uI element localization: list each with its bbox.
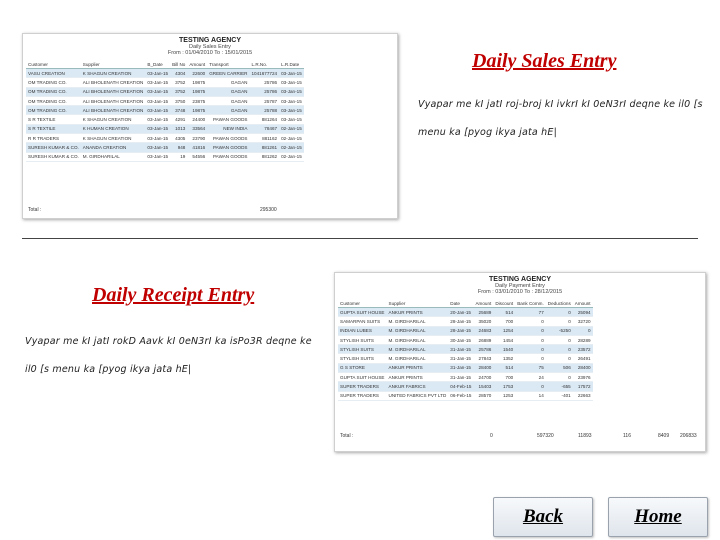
table-cell: 700 bbox=[493, 317, 515, 326]
table-cell: 03-Jan-15 bbox=[145, 78, 170, 87]
table-cell: 881264 bbox=[250, 115, 280, 124]
table-cell: STYLISH SUITS bbox=[338, 354, 387, 363]
table-cell: 41816 bbox=[187, 143, 207, 152]
table-cell: 4291 bbox=[170, 115, 187, 124]
sales-column-header: Amount bbox=[189, 61, 206, 67]
table-cell: SURESH KUMAR & CO. bbox=[26, 143, 81, 152]
sales-description-line-2: menu ka [pyog ikya jata hE| bbox=[418, 127, 557, 138]
table-row bbox=[26, 96, 304, 105]
table-cell: 881262 bbox=[250, 152, 280, 161]
table-cell: 03-Jan-15 bbox=[279, 87, 304, 96]
table-cell: GAGAN bbox=[207, 106, 249, 115]
table-cell: 24 bbox=[515, 373, 546, 382]
table-cell: 32720 bbox=[573, 317, 593, 326]
table-cell: 3752 bbox=[170, 78, 187, 87]
receipt-description-line-2: il0 [s menu ka [pyog ikya jata hE| bbox=[25, 364, 192, 375]
table-cell: PAWAN GOODS bbox=[207, 134, 249, 143]
table-cell: 19 bbox=[170, 152, 187, 161]
table-row bbox=[26, 134, 304, 143]
table-cell: 19875 bbox=[187, 87, 207, 96]
table-cell: 23976 bbox=[573, 373, 593, 382]
table-row bbox=[338, 317, 593, 326]
table-cell: 14 bbox=[515, 391, 546, 400]
table-cell: 25786 bbox=[250, 78, 280, 87]
payment-report-company: TESTING AGENCY bbox=[489, 276, 551, 283]
table-cell: 1253 bbox=[493, 391, 515, 400]
payment-column-header: Amount bbox=[574, 300, 591, 306]
table-cell: GAGAN bbox=[207, 87, 249, 96]
sales-total-value: 295300 bbox=[260, 207, 277, 213]
sales-column-header: L.R.No. bbox=[250, 60, 280, 69]
payment-total-value: 11893 bbox=[578, 433, 592, 439]
table-cell: M. GIRDHARILAL bbox=[387, 317, 449, 326]
table-cell: 26491 bbox=[573, 354, 593, 363]
table-row bbox=[338, 382, 593, 391]
sales-column-header: B_Date bbox=[145, 60, 170, 69]
table-cell: 03-Jan-15 bbox=[145, 152, 170, 161]
table-row bbox=[26, 143, 304, 152]
table-cell: 35020 bbox=[473, 317, 493, 326]
table-cell: 25094 bbox=[573, 308, 593, 317]
table-cell: 25786 bbox=[473, 345, 493, 354]
table-cell: 17572 bbox=[573, 382, 593, 391]
table-cell: SAMARPAN SUITS bbox=[338, 317, 387, 326]
table-cell: K HUMAN CREATION bbox=[81, 124, 146, 133]
table-cell: 02-Jan-15 bbox=[279, 152, 304, 161]
table-cell: M. GIRDHARILAL bbox=[387, 326, 449, 335]
sales-column-header: Transport bbox=[207, 60, 249, 69]
table-cell: 03-Jan-15 bbox=[145, 106, 170, 115]
table-cell: 19875 bbox=[187, 106, 207, 115]
sales-column-header: Supplier bbox=[81, 60, 146, 69]
table-cell: ALI BHOLENATH CREATION bbox=[81, 106, 146, 115]
table-cell: 0 bbox=[515, 335, 546, 344]
payment-total-label: Total : bbox=[340, 433, 354, 439]
payment-total-value: 0 bbox=[490, 433, 493, 439]
table-cell: 24700 bbox=[473, 373, 493, 382]
table-cell: M. GIRDHARILAL bbox=[81, 152, 146, 161]
back-button[interactable] bbox=[493, 497, 593, 537]
table-cell: 03-Jan-15 bbox=[145, 87, 170, 96]
table-cell: OM TRADING CO. bbox=[26, 87, 81, 96]
table-cell: UNITED FABRICS PVT LTD bbox=[387, 391, 449, 400]
sales-header-row bbox=[26, 60, 304, 69]
sales-total-label: Total : bbox=[28, 207, 42, 213]
table-cell: ANANDA CREATION bbox=[81, 143, 146, 152]
table-cell: 28400 bbox=[573, 363, 593, 372]
payment-column-header: Discount bbox=[495, 300, 514, 306]
table-cell: INDIAN LUBES bbox=[338, 326, 387, 335]
table-row bbox=[26, 78, 304, 87]
receipt-heading: Daily Receipt Entry bbox=[92, 284, 255, 306]
table-cell: 0 bbox=[546, 317, 573, 326]
table-cell: STYLISH SUITS bbox=[338, 335, 387, 344]
table-cell: OM TRADING CO. bbox=[26, 78, 81, 87]
table-cell: 27843 bbox=[473, 354, 493, 363]
table-row bbox=[338, 308, 593, 317]
table-cell: PAWAN GOODS bbox=[207, 115, 249, 124]
receipt-description-line-1: Vyapar me kI jatI rokD Aavk kI 0eN3rI ka isPo3R deqne ke bbox=[25, 336, 312, 347]
table-cell: 54556 bbox=[187, 152, 207, 161]
table-cell: GUPTA SUIT HOUSE bbox=[338, 373, 387, 382]
table-cell: 881162 bbox=[250, 134, 280, 143]
table-row bbox=[338, 363, 593, 372]
table-cell: 0 bbox=[546, 335, 573, 344]
payment-report-range: From : 03/01/2010 To : 28/12/2015 bbox=[477, 289, 563, 295]
table-cell: 22663 bbox=[573, 391, 593, 400]
table-cell: 26889 bbox=[473, 335, 493, 344]
table-cell: -655 bbox=[546, 382, 573, 391]
table-cell: -401 bbox=[546, 391, 573, 400]
sales-column-header: L.R.Date bbox=[279, 60, 304, 69]
table-cell: 0 bbox=[546, 354, 573, 363]
table-cell: 1013 bbox=[170, 124, 187, 133]
table-row bbox=[338, 354, 593, 363]
table-row bbox=[26, 87, 304, 96]
table-cell: 1352 bbox=[493, 354, 515, 363]
table-cell: 23875 bbox=[187, 96, 207, 105]
table-cell: 23790 bbox=[187, 134, 207, 143]
table-cell: 78467 bbox=[250, 124, 280, 133]
table-cell: 0 bbox=[515, 354, 546, 363]
table-cell: GREEN CARRIER bbox=[207, 69, 249, 78]
sales-report-company: TESTING AGENCY bbox=[179, 37, 241, 44]
table-cell: 75 bbox=[515, 363, 546, 372]
payment-total-value: 116 bbox=[623, 433, 631, 439]
table-cell: 28289 bbox=[573, 335, 593, 344]
table-cell: ANKUR PRINTS bbox=[387, 373, 449, 382]
table-cell: 06-Feb-15 bbox=[448, 391, 473, 400]
table-cell: 0 bbox=[515, 382, 546, 391]
payment-column-header: Customer bbox=[338, 299, 387, 308]
table-cell: 03-Jan-15 bbox=[145, 69, 170, 78]
table-cell: 4305 bbox=[170, 134, 187, 143]
table-cell: GAGAN bbox=[207, 78, 249, 87]
table-cell: 4304 bbox=[170, 69, 187, 78]
table-cell: 19875 bbox=[187, 78, 207, 87]
table-cell: 02-Jan-15 bbox=[279, 143, 304, 152]
table-cell: PAWAN GOODS bbox=[207, 152, 249, 161]
table-cell: 03-Jan-15 bbox=[279, 78, 304, 87]
table-cell: K SHAGUN CREATION bbox=[81, 115, 146, 124]
payment-column-header: Supplier bbox=[387, 299, 449, 308]
payment-header-row bbox=[338, 299, 593, 308]
table-cell: 25689 bbox=[473, 308, 493, 317]
table-cell: 03-Jan-15 bbox=[145, 143, 170, 152]
payment-column-header: Bank Comm. bbox=[517, 300, 544, 306]
payment-report-total-row bbox=[340, 433, 700, 439]
sales-heading: Daily Sales Entry bbox=[472, 50, 617, 72]
payment-total-value: 8409 bbox=[658, 433, 670, 439]
table-cell: STYLISH SUITS bbox=[338, 345, 387, 354]
table-cell: 506 bbox=[546, 363, 573, 372]
table-cell: 25788 bbox=[250, 106, 280, 115]
table-cell: 1454 bbox=[493, 335, 515, 344]
table-cell: 03-Jan-15 bbox=[145, 115, 170, 124]
table-cell: 31-Jan-15 bbox=[448, 363, 473, 372]
table-cell: ANKUR FABRICS bbox=[387, 382, 449, 391]
table-cell: 1540 bbox=[493, 345, 515, 354]
sales-report-range: From : 01/04/2010 To : 15/01/2015 bbox=[167, 50, 253, 56]
table-cell: 22600 bbox=[187, 69, 207, 78]
table-cell: 15403 bbox=[473, 382, 493, 391]
table-cell: 20-Jan-15 bbox=[448, 308, 473, 317]
sales-report-title: Daily Sales Entry bbox=[189, 44, 231, 50]
payment-column-header: Deductions bbox=[547, 300, 571, 306]
table-cell: PAWAN GOODS bbox=[207, 143, 249, 152]
table-cell: K SHAGUN CREATION bbox=[81, 69, 146, 78]
table-cell: 31-Jan-15 bbox=[448, 354, 473, 363]
payment-column-header: Date bbox=[448, 299, 473, 308]
table-cell: 3748 bbox=[170, 106, 187, 115]
table-cell: 28570 bbox=[473, 391, 493, 400]
table-cell: 33564 bbox=[187, 124, 207, 133]
table-cell: 23572 bbox=[573, 345, 593, 354]
table-row bbox=[338, 391, 593, 400]
table-cell: ALI BHOLENATH CREATION bbox=[81, 87, 146, 96]
table-cell: 0 bbox=[573, 326, 593, 335]
table-cell: 0 bbox=[515, 317, 546, 326]
table-row bbox=[338, 335, 593, 344]
table-cell: 03-Jan-15 bbox=[145, 124, 170, 133]
table-cell: 948 bbox=[170, 143, 187, 152]
table-cell: SURESH KUMAR & CO. bbox=[26, 152, 81, 161]
payment-report-table bbox=[338, 299, 593, 401]
table-cell: 04-Feb-15 bbox=[448, 382, 473, 391]
table-cell: 31-Jan-15 bbox=[448, 373, 473, 382]
table-cell: 25786 bbox=[250, 87, 280, 96]
table-cell: 3752 bbox=[170, 87, 187, 96]
payment-total-value: 597320 bbox=[537, 433, 554, 439]
sales-report-image bbox=[22, 33, 398, 219]
table-cell: 1254 bbox=[493, 326, 515, 335]
table-cell: 700 bbox=[493, 373, 515, 382]
table-row bbox=[26, 124, 304, 133]
table-cell: SUPER TRADERS bbox=[338, 382, 387, 391]
table-row bbox=[338, 345, 593, 354]
payment-report-title: Daily Payment Entry bbox=[495, 283, 545, 289]
table-cell: 24400 bbox=[187, 115, 207, 124]
home-button-label: Home bbox=[634, 506, 682, 527]
table-cell: 514 bbox=[493, 363, 515, 372]
table-cell: G S STORE bbox=[338, 363, 387, 372]
table-cell: OM TRADING CO. bbox=[26, 96, 81, 105]
table-cell: 0 bbox=[515, 345, 546, 354]
table-row bbox=[26, 106, 304, 115]
table-cell: GUPTA SUIT HOUSE bbox=[338, 308, 387, 317]
table-cell: NEW INDIA bbox=[207, 124, 249, 133]
table-cell: 28400 bbox=[473, 363, 493, 372]
table-cell: 1753 bbox=[493, 382, 515, 391]
table-cell: K SHAGUN CREATION bbox=[81, 134, 146, 143]
sales-column-header: Bill No bbox=[172, 61, 186, 67]
table-cell: 03-Jan-15 bbox=[279, 96, 304, 105]
table-cell: 0 bbox=[546, 345, 573, 354]
sales-report-total-row bbox=[28, 207, 392, 213]
sales-description-line-1: Vyapar me kI jatI roj-broj kI ivkrI kI 0eN3rI deqne ke il0 [s bbox=[418, 99, 703, 110]
payment-total-value: 206833 bbox=[680, 433, 697, 439]
table-cell: S R TEXTILE bbox=[26, 115, 81, 124]
table-cell: GAGAN bbox=[207, 96, 249, 105]
table-cell: 28-Jan-15 bbox=[448, 317, 473, 326]
table-cell: 1041677724 bbox=[250, 69, 280, 78]
table-cell: 31-Jan-15 bbox=[448, 345, 473, 354]
table-cell: 03-Jan-15 bbox=[145, 134, 170, 143]
table-cell: 03-Jan-15 bbox=[145, 96, 170, 105]
table-cell: ALI BHOLENATH CREATION bbox=[81, 96, 146, 105]
table-cell: M. GIRDHARILAL bbox=[387, 354, 449, 363]
table-cell: -5250 bbox=[546, 326, 573, 335]
table-cell: OM TRADING CO. bbox=[26, 106, 81, 115]
sales-report-table bbox=[26, 60, 304, 162]
table-cell: 0 bbox=[546, 308, 573, 317]
table-cell: SUPER TRADERS bbox=[338, 391, 387, 400]
table-cell: 02-Jan-15 bbox=[279, 134, 304, 143]
table-cell: S R TEXTILE bbox=[26, 124, 81, 133]
table-cell: 0 bbox=[515, 326, 546, 335]
table-cell: ANKUR PRINTS bbox=[387, 363, 449, 372]
table-row bbox=[26, 69, 304, 78]
table-cell: 28-Jan-15 bbox=[448, 326, 473, 335]
table-cell: R R TRADERS bbox=[26, 134, 81, 143]
table-row bbox=[338, 326, 593, 335]
back-button-label: Back bbox=[522, 506, 564, 527]
table-cell: 02-Jan-15 bbox=[279, 124, 304, 133]
home-button[interactable] bbox=[608, 497, 708, 537]
table-row bbox=[338, 373, 593, 382]
table-cell: 25787 bbox=[250, 96, 280, 105]
payment-column-header: Amount bbox=[475, 300, 492, 306]
table-cell: 881261 bbox=[250, 143, 280, 152]
table-cell: M. GIRDHARILAL bbox=[387, 335, 449, 344]
table-cell: VASU CREATION bbox=[26, 69, 81, 78]
sales-column-header: Customer bbox=[26, 60, 81, 69]
table-cell: 24683 bbox=[473, 326, 493, 335]
table-cell: M. GIRDHARILAL bbox=[387, 345, 449, 354]
table-cell: 514 bbox=[493, 308, 515, 317]
table-cell: 30-Jan-15 bbox=[448, 335, 473, 344]
table-cell: 03-Jan-15 bbox=[279, 115, 304, 124]
table-cell: 0 bbox=[546, 373, 573, 382]
table-row bbox=[26, 152, 304, 161]
table-cell: 3750 bbox=[170, 96, 187, 105]
table-cell: 03-Jan-15 bbox=[279, 69, 304, 78]
table-cell: ANKUR PRINTS bbox=[387, 308, 449, 317]
payment-report-image bbox=[334, 272, 706, 452]
table-cell: ALI BHOLENATH CREATION bbox=[81, 78, 146, 87]
table-row bbox=[26, 115, 304, 124]
table-cell: 03-Jan-15 bbox=[279, 106, 304, 115]
table-cell: 77 bbox=[515, 308, 546, 317]
section-divider bbox=[22, 238, 698, 239]
